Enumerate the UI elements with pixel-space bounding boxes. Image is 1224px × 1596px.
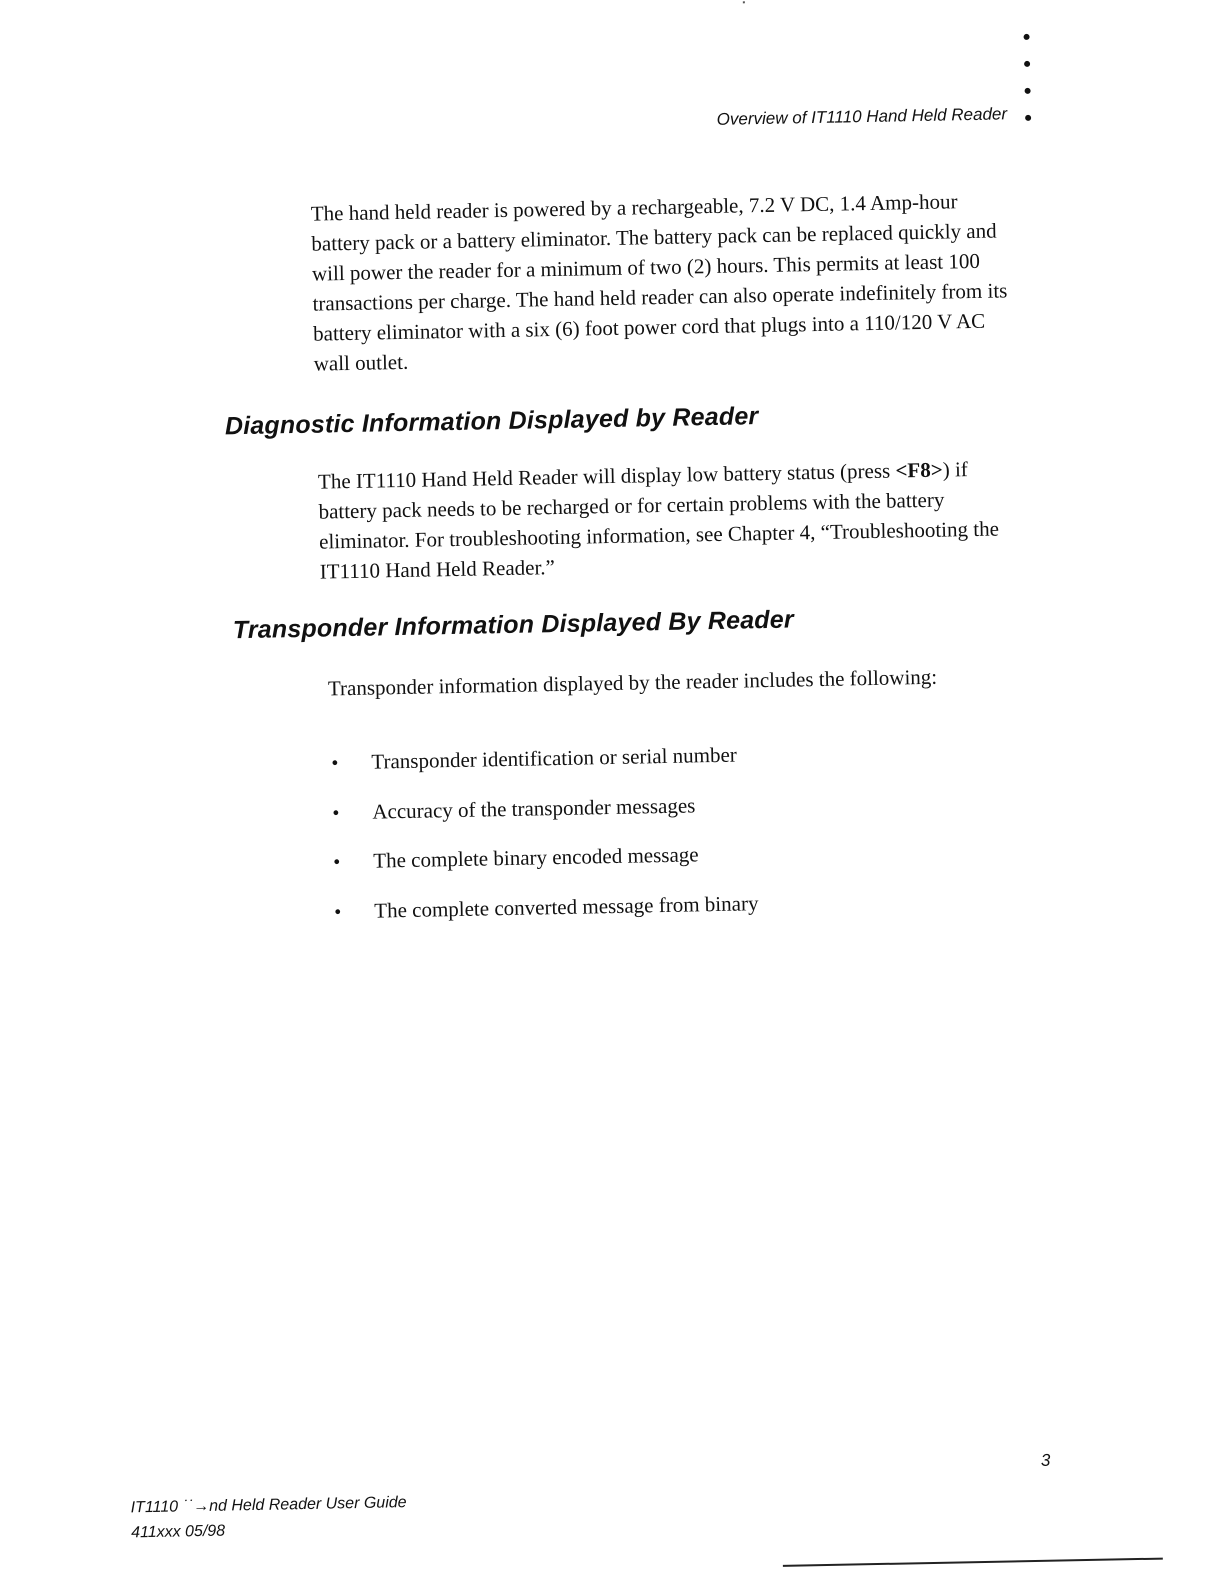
- list-item-text: Accuracy of the transponder messages: [372, 792, 696, 824]
- header-dot: [1025, 88, 1031, 94]
- bottom-rule: [783, 1558, 1163, 1567]
- diagnostic-text-end: ) if battery pack needs to be recharged or for certain problems with the battery eliminator. For troubleshooting information, see Chapter 4, “Troubleshooting the IT1110 Hand Held Reader.”: [318, 457, 1000, 584]
- footer-guide-title: IT1110 ˙˙→nd Held Reader User Guide: [130, 1494, 407, 1517]
- transponder-info-list: [331, 735, 955, 945]
- bullet-icon: •: [331, 752, 339, 775]
- header-dot: [1024, 34, 1030, 40]
- scan-mark: [743, 1, 745, 3]
- page-number: 3: [1040, 1450, 1051, 1470]
- diagnostic-paragraph: [318, 454, 1000, 587]
- transponder-heading: Transponder Information Displayed By Reader: [232, 605, 795, 645]
- footer-doc-code: 411xxx 05/98: [130, 1522, 226, 1542]
- diagnostic-text-start: The IT1110 Hand Held Reader will display low battery status (press: [317, 458, 896, 494]
- list-item: [332, 785, 952, 827]
- header-dot: [1025, 115, 1031, 121]
- list-item-text: Transponder identification or serial number: [371, 742, 738, 774]
- bullet-icon: •: [333, 851, 341, 874]
- transponder-intro: Transponder information displayed by the reader includes the following:: [327, 664, 938, 701]
- intro-paragraph: The hand held reader is powered by a rechargeable, 7.2 V DC, 1.4 Amp-hour battery pack or a battery eliminator. The battery pack can be replaced quickly and will power the reader for a minimum of two (2) hours. This permits at least 100 transactions per charge. The hand held reader can also operate indefinitely from its battery eliminator with a six (6) foot power cord that plugs into a 110/120 V AC wall outlet.: [310, 189, 1008, 376]
- list-item-text: The complete converted message from binary: [373, 890, 759, 923]
- list-item: [334, 884, 954, 926]
- header-dot-leader: [1020, 34, 1036, 142]
- list-item-text: The complete binary encoded message: [373, 842, 699, 873]
- bullet-icon: •: [334, 900, 342, 923]
- footer: [130, 1490, 407, 1545]
- running-header: Overview of IT1110 Hand Held Reader: [716, 104, 1008, 129]
- list-item: [333, 834, 953, 876]
- header-dot: [1024, 61, 1030, 67]
- diagnostic-heading: Diagnostic Information Displayed by Reader: [224, 402, 759, 441]
- bullet-icon: •: [332, 801, 340, 824]
- list-item: [331, 735, 951, 777]
- f8-key-label: <F8>: [895, 457, 943, 483]
